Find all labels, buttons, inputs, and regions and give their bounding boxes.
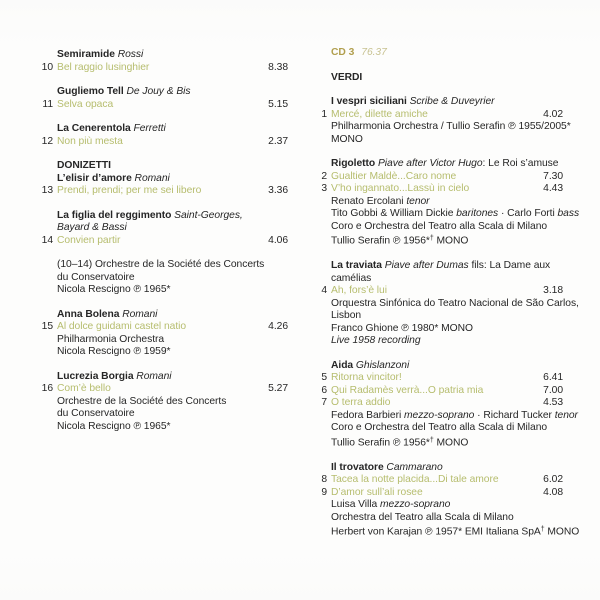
work-title: La figlia del reggimento (57, 209, 172, 221)
track-number: 8 (321, 474, 327, 485)
track-duration: 5.15 (268, 98, 288, 110)
track-title: Gualtier Maldè...Caro nome (331, 170, 457, 182)
credit-line (331, 512, 563, 525)
composer-heading: VERDI (331, 71, 363, 83)
track-row (38, 62, 288, 75)
plain-text: · Carlo Forti (498, 208, 558, 219)
italic-credit-text: Piave after Dumas (381, 260, 469, 271)
credit-line (57, 346, 288, 359)
track-number: 6 (321, 384, 327, 396)
credit-line (331, 335, 563, 348)
credit-line (57, 408, 288, 421)
work-block (38, 123, 288, 148)
credit-line (331, 297, 579, 311)
work-title: Gugliemo Tell (57, 86, 124, 97)
work-block (318, 359, 578, 450)
track-duration: 4.53 (543, 397, 563, 408)
dagger-mark: † (540, 526, 545, 533)
track-title: Qui Radamès verrà...O patria mia (331, 384, 484, 396)
plain-text: du Conservatoire (57, 408, 135, 419)
work-block (38, 210, 288, 248)
work-title: DONIZETTI (57, 160, 111, 171)
track-row (38, 99, 288, 112)
track-row (38, 185, 288, 198)
track-title: Non più mesta (57, 135, 123, 147)
plain-text: Herbert von Karajan ℗ 1957* EMI Italiana SpA (331, 526, 541, 538)
plain-text: fils: La Dame aux (468, 260, 551, 271)
credit-line (331, 221, 563, 234)
track-duration: 5.27 (268, 383, 288, 394)
cd-header (331, 47, 563, 60)
track-duration: 7.00 (543, 384, 563, 396)
track-row (318, 171, 563, 184)
credit-line (57, 334, 288, 347)
work-block (318, 158, 580, 248)
work-title: Aida (331, 359, 354, 371)
track-duration: 4.06 (268, 234, 288, 246)
work-heading-line (331, 96, 563, 109)
track-title: Selva opaca (57, 98, 114, 110)
credit-line (331, 310, 563, 323)
work-heading-line (57, 49, 288, 62)
track-title: Ah, fors’è lui (331, 285, 387, 296)
plain-text: Nicola Rescigno ℗ 1965* (57, 420, 171, 432)
track-duration: 6.41 (543, 372, 563, 383)
work-heading-line (57, 173, 288, 186)
track-number: 9 (321, 486, 327, 498)
track-number: 16 (41, 383, 53, 394)
work-title: Il trovatore (331, 461, 384, 473)
tracklist-right-column (318, 47, 580, 551)
work-title: Semiramide (57, 49, 115, 60)
work-heading-line (331, 462, 563, 475)
dagger-mark: † (429, 235, 434, 242)
credit-line (57, 272, 288, 285)
work-heading-line (57, 123, 288, 136)
credit-line (331, 134, 563, 147)
work-heading-line (57, 210, 288, 223)
italic-credit-text: Rossi (114, 49, 144, 60)
plain-text: Coro e Orchestra del Teatro alla Scala di Milano (331, 422, 548, 433)
work-title: La Cenerentola (57, 123, 131, 134)
plain-text: Tullio Serafin ℗ 1956* (331, 235, 430, 247)
track-row (38, 321, 288, 334)
italic-credit-text: Piave after Victor Hugo (375, 158, 483, 169)
work-block (318, 96, 571, 146)
italic-credit-text: Cammarano (383, 461, 443, 473)
italic-credit-text: Romani (133, 370, 172, 382)
track-title: Tacea la notte placida...Di tale amore (331, 474, 499, 485)
track-row (318, 474, 563, 487)
track-title: D’amor sull’ali rosee (331, 486, 423, 498)
work-block (38, 49, 288, 74)
credit-line (331, 422, 563, 435)
work-block (38, 259, 288, 297)
cd-number-label: CD 3 (331, 47, 355, 58)
italic-credit-text: tenor (554, 409, 578, 421)
plain-text: Franco Ghione ℗ 1980* MONO (331, 322, 473, 334)
italic-credit-text: Saint-Georges, (171, 209, 243, 221)
credit-line (331, 196, 563, 209)
work-heading-line (331, 360, 563, 373)
plain-text: Fedora Barbieri (331, 409, 405, 421)
work-title: Lucrezia Borgia (57, 370, 134, 382)
italic-credit-text: Romani (119, 308, 158, 320)
italic-credit-text: baritones (456, 208, 499, 219)
track-row (318, 397, 563, 410)
plain-text: MONO (331, 133, 363, 145)
plain-text: Orquestra Sinfónica do Teatro Nacional de São Carlos, (331, 297, 579, 309)
track-title: Mercé, dilette amiche (331, 108, 428, 120)
track-number: 3 (321, 183, 327, 194)
plain-text: MONO (433, 235, 469, 247)
track-duration: 4.08 (543, 486, 563, 498)
track-duration: 4.26 (268, 321, 288, 332)
track-row (318, 487, 563, 500)
cd-total-duration: 76.37 (361, 47, 387, 58)
track-title: Com’è bello (57, 383, 111, 394)
italic-credit-text: Ferretti (130, 123, 166, 134)
work-heading-line (57, 309, 288, 322)
italic-credit-text: Romani (131, 172, 170, 184)
work-block (38, 160, 288, 198)
plain-text: Philharmonia Orchestra (57, 333, 165, 345)
credit-line (57, 284, 288, 297)
plain-text: : Le Roi s’amuse (482, 158, 559, 169)
track-number: 11 (42, 98, 53, 110)
credit-line (331, 233, 563, 248)
tracklist-left-column (38, 49, 288, 445)
track-number: 14 (41, 234, 53, 246)
plain-text: Coro e Orchestra del Teatro alla Scala di Milano (331, 220, 548, 232)
dagger-mark: † (429, 436, 434, 444)
work-heading-line (57, 222, 288, 235)
credit-line (331, 524, 580, 539)
plain-text: MONO (544, 526, 580, 538)
track-title: Al dolce guidami castel natio (57, 321, 187, 332)
credit-line (57, 259, 288, 272)
credit-line (57, 396, 288, 409)
italic-credit-text: Scribe & Duveyrier (406, 96, 495, 107)
work-block (38, 86, 288, 111)
track-number: 1 (321, 108, 327, 120)
italic-credit-text: Ghislanzoni (353, 359, 410, 371)
track-duration: 4.02 (543, 108, 563, 120)
track-number: 7 (321, 397, 327, 408)
work-title: Rigoletto (331, 158, 376, 169)
track-row (318, 385, 563, 398)
track-number: 10 (41, 61, 53, 73)
credit-line (331, 208, 580, 221)
credit-line (57, 421, 288, 434)
track-duration: 3.36 (268, 185, 288, 196)
track-row (318, 109, 563, 122)
track-number: 5 (321, 372, 327, 383)
track-number: 13 (41, 185, 53, 196)
track-number: 15 (41, 321, 53, 332)
track-title: Prendi, prendi; per me sei libero (57, 185, 202, 196)
work-block (38, 309, 288, 359)
plain-text: · Richard Tucker (474, 409, 555, 421)
work-heading-line (57, 160, 288, 173)
track-duration: 3.18 (543, 285, 563, 296)
track-row (38, 136, 288, 149)
track-number: 4 (321, 285, 327, 296)
track-row (318, 183, 563, 196)
italic-credit-text: mezzo-soprano (404, 409, 475, 421)
track-duration: 8.38 (268, 61, 288, 73)
plain-text: Nicola Rescigno ℗ 1959* (57, 346, 171, 357)
right-works-list (318, 96, 580, 539)
plain-text: (10–14) Orchestre de la Société des Concerts (57, 259, 265, 270)
italic-credit-text: Bayard & Bassi (57, 222, 127, 233)
work-title: Anna Bolena (57, 308, 120, 320)
plain-text: du Conservatoire (57, 271, 135, 283)
work-title: I vespri siciliani (331, 96, 407, 107)
work-heading-line (57, 86, 288, 99)
plain-text: Orchestra del Teatro alla Scala di Milano (331, 511, 514, 523)
plain-text: Luisa Villa (331, 499, 381, 510)
italic-credit-text: tenor (406, 195, 430, 207)
italic-credit-text: De Jouy & Bis (123, 86, 191, 97)
track-row (318, 285, 563, 298)
plain-text: Tito Gobbi & William Dickie (331, 208, 457, 219)
credit-line (331, 323, 563, 336)
plain-text: Renato Ercolani (331, 195, 407, 207)
work-title: La traviata (331, 260, 382, 271)
credit-line (331, 121, 571, 134)
track-duration: 7.30 (543, 170, 563, 182)
plain-text: Orchestre de la Société des Concerts (57, 395, 227, 407)
plain-text: Lisbon (331, 310, 362, 321)
work-block (318, 260, 579, 348)
work-title: L’elisir d’amore (57, 172, 132, 184)
track-number: 2 (321, 170, 327, 182)
track-duration: 4.43 (543, 183, 563, 194)
track-duration: 6.02 (543, 474, 563, 485)
track-title: Convien partir (57, 234, 121, 246)
credit-line (331, 499, 563, 512)
track-title: Ritorna vincitor! (331, 372, 402, 383)
track-row (38, 235, 288, 248)
plain-text: Philharmonia Orchestra / Tullio Serafin ℗ 1955/2005* (331, 121, 571, 132)
work-heading-line (331, 273, 563, 286)
plain-text: Tullio Serafin ℗ 1956* (331, 437, 430, 448)
track-row (38, 383, 288, 396)
credit-line (331, 409, 578, 423)
work-block (318, 461, 580, 540)
plain-text: MONO (433, 437, 469, 448)
track-title: Bel raggio lusinghier (57, 61, 150, 73)
credit-line (331, 435, 563, 450)
italic-credit-text: mezzo-soprano (380, 499, 451, 510)
plain-text: camélias (331, 272, 372, 284)
work-block (38, 371, 288, 434)
track-number: 12 (41, 135, 53, 147)
track-row (318, 372, 563, 385)
italic-credit-text: Live 1958 recording (331, 335, 421, 346)
work-heading-line (57, 371, 288, 384)
track-title: V’ho ingannato...Lassù in cielo (331, 183, 470, 194)
track-duration: 2.37 (268, 135, 288, 147)
work-heading-line (331, 260, 563, 273)
work-heading-line (331, 158, 563, 171)
track-title: O terra addio (331, 397, 391, 408)
italic-credit-text: bass (557, 208, 580, 219)
plain-text: Nicola Rescigno ℗ 1965* (57, 284, 171, 295)
